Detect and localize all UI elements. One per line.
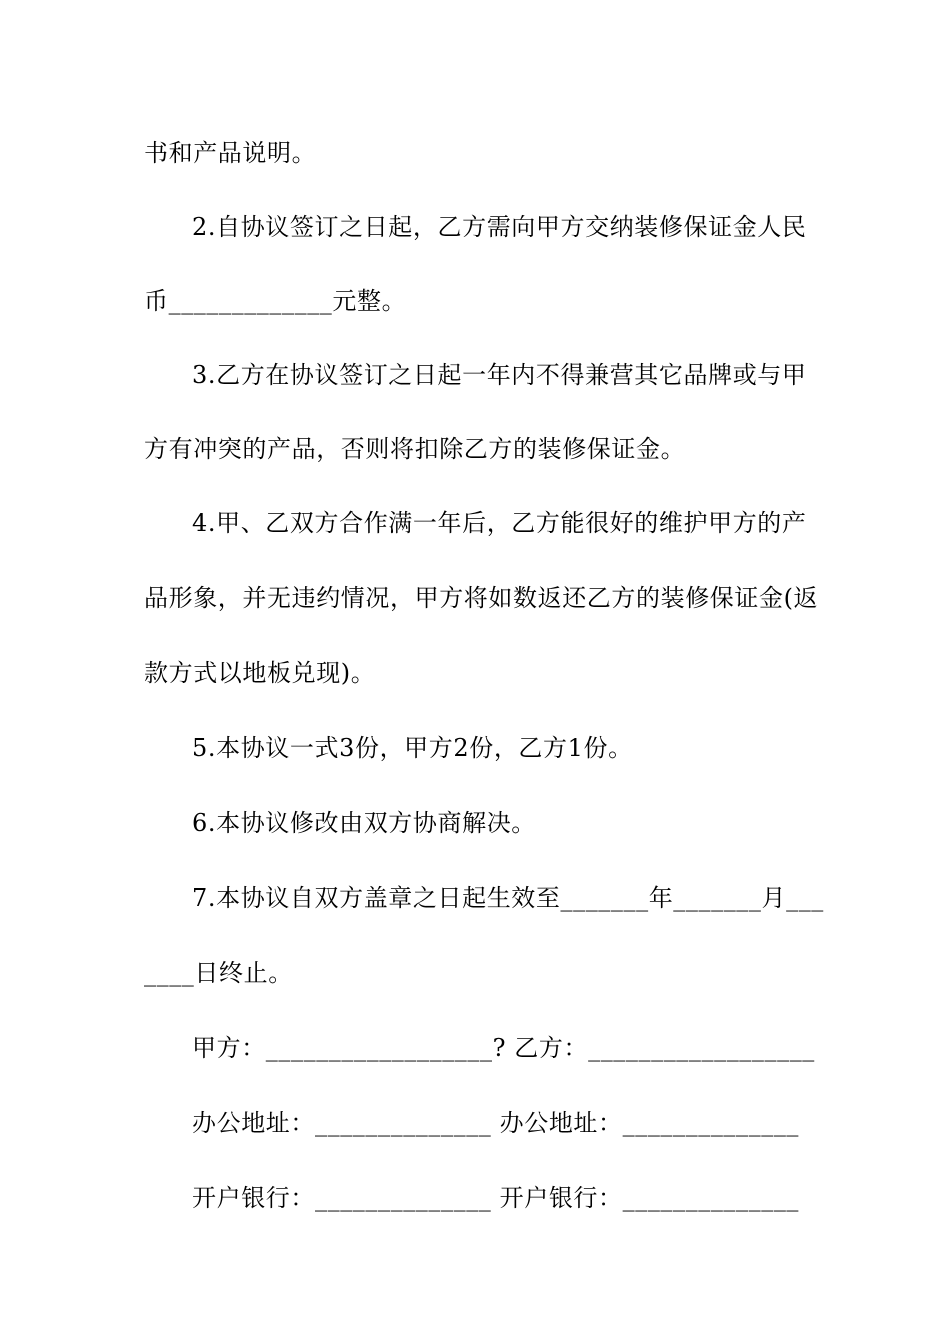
clause-4-line-3: 款方式以地板兑现)。 bbox=[144, 659, 376, 687]
clause-2-line-1: 2.自协议签订之日起，乙方需向甲方交纳装修保证金人民 bbox=[192, 213, 807, 241]
signature-parties-line: 甲方：__________________? 乙方：__________________ bbox=[192, 1034, 815, 1062]
clause-6-line: 6.本协议修改由双方协商解决。 bbox=[192, 809, 536, 837]
office-address-line: 办公地址：______________ 办公地址：______________ bbox=[192, 1109, 800, 1137]
clause-3-line-1: 3.乙方在协议签订之日起一年内不得兼营其它品牌或与甲 bbox=[192, 361, 807, 389]
clause-2-line-2: 币_____________元整。 bbox=[144, 287, 407, 315]
clause-7-line-1: 7.本协议自双方盖章之日起生效至_______年_______月___ bbox=[192, 884, 824, 912]
clause-4-line-1: 4.甲、乙双方合作满一年后，乙方能很好的维护甲方的产 bbox=[192, 509, 807, 537]
clause-5-line: 5.本协议一式3份，甲方2份，乙方1份。 bbox=[192, 734, 633, 762]
clause-3-line-2: 方有冲突的产品，否则将扣除乙方的装修保证金。 bbox=[144, 435, 686, 463]
bank-account-line: 开户银行：______________ 开户银行：______________ bbox=[192, 1184, 800, 1212]
clause-7-line-2: ____日终止。 bbox=[144, 959, 293, 987]
clause-4-line-2: 品形象，并无违约情况，甲方将如数返还乙方的装修保证金(返 bbox=[144, 584, 819, 612]
paragraph-line: 书和产品说明。 bbox=[144, 139, 317, 167]
